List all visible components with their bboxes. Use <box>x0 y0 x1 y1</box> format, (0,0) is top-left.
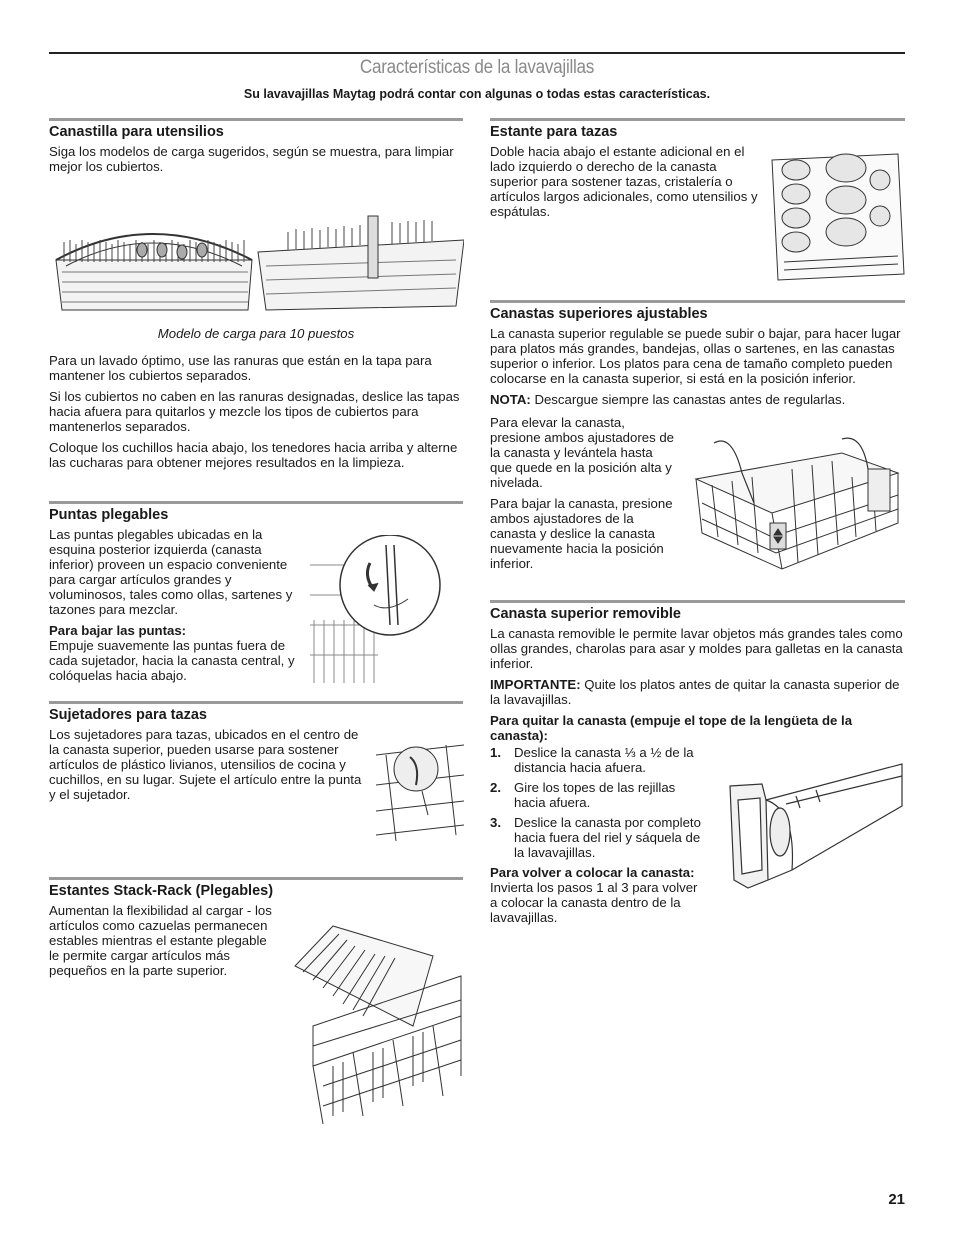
note-label: NOTA: <box>490 392 531 407</box>
section-heading: Sujetadores para tazas <box>49 707 207 723</box>
section-heading: Estantes Stack-Rack (Plegables) <box>49 883 274 899</box>
paragraph: La canasta superior regulable se puede subir o bajar, para hacer lugar para platos más grandes, bandejas, ollas o sartenes, en las canastas superior o inferior. Los platos para cena de tamaño completo pueden colocarse en la canasta superior, si está en la posición inferior. <box>490 326 901 386</box>
rack-stop-illustration <box>726 760 906 894</box>
section-rule <box>49 118 463 121</box>
cup-clip-illustration <box>376 735 464 841</box>
page-title: Características de la lavavajillas <box>359 57 595 78</box>
section-rule <box>49 501 463 504</box>
stack-rack-illustration <box>293 916 463 1126</box>
section-rule <box>490 300 905 303</box>
list-item: 3. Deslice la canasta por completo hacia fuera del riel y sáquela de la lavavajillas. <box>490 815 701 860</box>
note <box>490 392 905 407</box>
note-text: Descargue siempre las canastas antes de regularlas. <box>530 392 846 407</box>
section-canastilla <box>49 118 463 180</box>
cup-shelf-illustration <box>768 150 908 284</box>
paragraph: Siga los modelos de carga sugeridos, según se muestra, para limpiar mejor los cubiertos. <box>49 144 454 174</box>
paragraph: Para bajar la canasta, presione ambos ajustadores de la canasta y deslice la canasta nuevamente hacia la posición inferior. <box>490 496 673 571</box>
subheading: Para quitar la canasta (empuje el tope de la lengüeta de la canasta): <box>490 713 853 743</box>
section-rule <box>49 701 463 704</box>
figure-caption: Modelo de carga para 10 puestos <box>157 326 355 341</box>
section-heading: Canastilla para utensilios <box>49 124 224 140</box>
top-rule <box>49 52 905 54</box>
page-subtitle: Su lavavajillas Maytag podrá contar con algunas o todas estas características. <box>243 87 711 101</box>
paragraph: Doble hacia abajo el estante adicional en el lado izquierdo o derecho de la canasta superior para sostener tazas, cristalería o artículos largos adicionales, como utensilios y espátulas. <box>490 144 758 219</box>
subheading: Para volver a colocar la canasta: <box>490 865 695 880</box>
subheading: Para bajar las puntas: <box>49 623 187 638</box>
section-heading: Puntas plegables <box>49 507 169 523</box>
important-label: IMPORTANTE: <box>490 677 581 692</box>
paragraph: Invierta los pasos 1 al 3 para volver a colocar la canasta dentro de la lavavajillas. <box>490 880 698 925</box>
paragraph: La canasta removible le permite lavar objetos más grandes tales como ollas grandes, charolas para asar y moldes para galletas en la canasta inferior. <box>490 626 903 671</box>
paragraph <box>490 865 706 880</box>
section-heading: Estante para tazas <box>490 124 618 140</box>
paragraph: Para un lavado óptimo, use las ranuras que están en la tapa para mantener los cubiertos separados. <box>49 353 432 383</box>
section-canastilla-cont <box>49 326 463 476</box>
paragraph <box>49 623 301 638</box>
section-heading: Canasta superior removible <box>490 606 681 622</box>
list-item: 1. Deslice la canasta ⅓ a ½ de la distancia hacia afuera. <box>490 745 694 775</box>
paragraph: Aumentan la flexibilidad al cargar - los artículos como cazuelas permanecen estables mientras el estante plegable le permite cargar artículos más pequeños en la parte superior. <box>49 903 272 978</box>
important-note <box>490 677 905 707</box>
section-rule <box>490 118 905 121</box>
utensil-basket-illustration <box>52 210 464 318</box>
list-item: 2. Gire los topes de las rejillas hacia afuera. <box>490 780 676 810</box>
paragraph: Los sujetadores para tazas, ubicados en el centro de la canasta superior, pueden usarse para sostener artículos de plástico livianos, utensilios de cocina y cuchillos, en su lugar. Sujete el artículo entre la punta y el sujetador. <box>49 727 362 802</box>
adjustable-rack-illustration <box>692 433 902 573</box>
fold-down-tines-illustration <box>308 535 458 685</box>
paragraph: Empuje suavemente las puntas fuera de cada sujetador, hacia la canasta central, y colóquelas hacia abajo. <box>49 638 295 683</box>
important-text: Quite los platos antes de quitar la canasta superior de la lavavajillas. <box>490 677 900 707</box>
removal-steps <box>490 745 706 860</box>
page-number: 21 <box>888 1191 905 1208</box>
paragraph: Las puntas plegables ubicadas en la esquina posterior izquierda (canasta inferior) proveen un espacio conveniente para cargar artículos grandes y voluminosos, tales como ollas, sartenes y tazones para mezclar. <box>49 527 293 617</box>
paragraph: Coloque los cuchillos hacia abajo, los tenedores hacia arriba y alterne las cucharas para obtener mejores resultados en la limpieza. <box>49 440 458 470</box>
section-rule <box>49 877 463 880</box>
paragraph: Si los cubiertos no caben en las ranuras designadas, deslice las tapas hacia afuera para quitarlos y mezcle los tipos de cubiertos para mantenerlos separados. <box>49 389 460 434</box>
section-rule <box>490 600 905 603</box>
section-heading: Canastas superiores ajustables <box>490 306 708 322</box>
paragraph: Para elevar la canasta, presione ambos ajustadores de la canasta y levántela hasta que quede en la posición alta y nivelada. <box>490 415 675 490</box>
